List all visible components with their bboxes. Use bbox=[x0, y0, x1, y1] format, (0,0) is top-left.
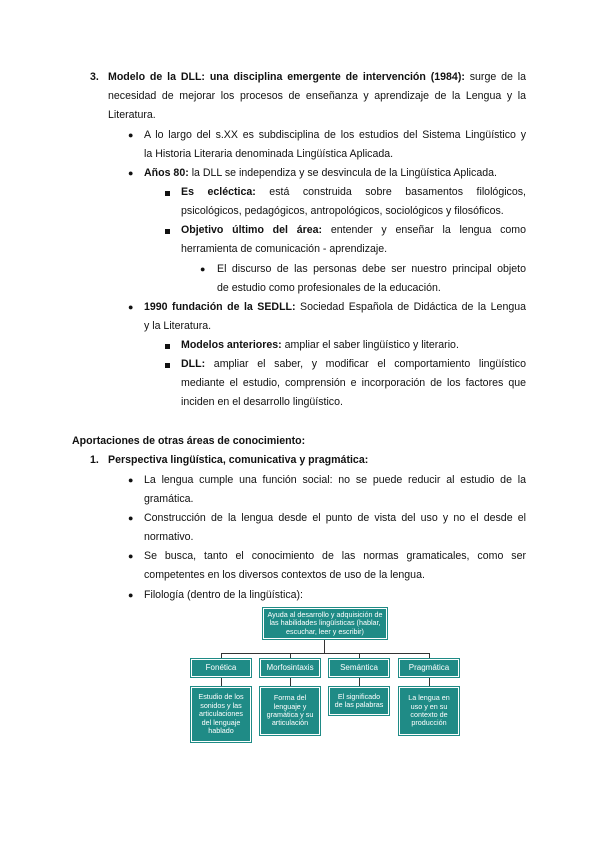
item-text: Sociedad Española de Didáctica de la Lengua bbox=[295, 301, 527, 313]
diagram-branch-semantica: Semántica bbox=[329, 659, 389, 677]
bullet-icon: ● bbox=[128, 130, 134, 140]
list-item: inciden en el desarrollo lingüístico. bbox=[181, 396, 343, 408]
list-item bbox=[181, 355, 526, 374]
bullet-icon: ● bbox=[200, 264, 206, 274]
list-item: gramática. bbox=[144, 493, 194, 505]
bold-term: Años 80: bbox=[144, 167, 189, 179]
item-text: entender y enseñar la lengua como bbox=[322, 224, 526, 236]
diagram-desc-semantica: El significado de las palabras bbox=[329, 687, 389, 715]
list-item: herramienta de comunicación - aprendizaje. bbox=[181, 243, 388, 255]
list-item bbox=[144, 298, 526, 317]
square-bullet-icon bbox=[165, 344, 170, 349]
bold-term: Es ecléctica: bbox=[181, 186, 256, 198]
diagram-branch-fonetica: Fonética bbox=[191, 659, 251, 677]
diagram-desc-pragmatica: La lengua en uso y en su contexto de producción bbox=[399, 687, 459, 735]
section3-title: Modelo de la DLL: una disciplina emergente de intervención (1984): bbox=[108, 71, 465, 83]
bullet-icon: ● bbox=[128, 302, 134, 312]
square-bullet-icon bbox=[165, 229, 170, 234]
list-item bbox=[181, 336, 459, 355]
bullet-icon: ● bbox=[128, 513, 134, 523]
connector-line bbox=[359, 677, 360, 687]
subsection-title: Perspectiva lingüística, comunicativa y pragmática: bbox=[108, 454, 369, 466]
bullet-icon: ● bbox=[128, 590, 134, 600]
item-text: la DLL se independiza y se desvincula de la Lingüística Aplicada. bbox=[188, 167, 497, 179]
list-number: 1. bbox=[90, 454, 99, 466]
paragraph-line: necesidad de mejorar los procesos de enseñanza y aprendizaje de la Lengua y la bbox=[108, 90, 526, 102]
list-item bbox=[181, 221, 526, 240]
list-item: mediante el estudio, comprensión e incorporación de los factores que bbox=[181, 377, 526, 389]
connector-line bbox=[290, 677, 291, 687]
item-text: ampliar el saber, y modificar el comportamiento lingüístico bbox=[205, 358, 526, 370]
list-item: A lo largo del s.XX es subdisciplina de los estudios del Sistema Lingüístico y bbox=[144, 129, 526, 141]
paragraph-line: Literatura. bbox=[108, 109, 156, 121]
diagram-root-box: Ayuda al desarrollo y adquisición de las habilidades lingüísticas (hablar, escuchar, leer y escribir) bbox=[263, 608, 387, 639]
bold-term: 1990 fundación de la SEDLL: bbox=[144, 301, 296, 313]
list-number: 3. bbox=[90, 71, 99, 83]
list-item: normativo. bbox=[144, 531, 194, 543]
list-item: El discurso de las personas debe ser nuestro principal objeto bbox=[217, 263, 526, 275]
bold-term: DLL: bbox=[181, 358, 206, 370]
diagram-desc-morfosintaxis: Forma del lenguaje y gramática y su articulación bbox=[260, 687, 320, 735]
list-item: Se busca, tanto el conocimiento de las normas gramaticales, como ser bbox=[144, 550, 526, 562]
list-item: la Historia Literaria denominada Lingüística Aplicada. bbox=[144, 148, 394, 160]
list-item bbox=[181, 183, 526, 202]
connector-line bbox=[221, 677, 222, 687]
diagram-desc-fonetica: Estudio de los sonidos y las articulaciones del lenguaje hablado bbox=[191, 687, 251, 742]
bold-term: Objetivo último del área: bbox=[181, 224, 323, 236]
list-item: Construcción de la lengua desde el punto de vista del uso y no el desde el bbox=[144, 512, 526, 524]
square-bullet-icon bbox=[165, 363, 170, 368]
list-item: y la Literatura. bbox=[144, 320, 212, 332]
connector-line bbox=[429, 677, 430, 687]
diagram-branch-morfosintaxis: Morfosintaxis bbox=[260, 659, 320, 677]
section3-line1 bbox=[108, 68, 526, 87]
connector-line bbox=[324, 639, 325, 654]
list-item: psicológicos, pedagógicos, antropológicos, sociológicos y filosóficos. bbox=[181, 205, 504, 217]
section3-line1-rest: surge de la bbox=[464, 71, 526, 83]
square-bullet-icon bbox=[165, 191, 170, 196]
section-heading: Aportaciones de otras áreas de conocimiento: bbox=[72, 435, 306, 447]
connector-line bbox=[221, 653, 429, 654]
bold-term: Modelos anteriores: bbox=[181, 339, 282, 351]
list-item: competentes en los diversos contextos de uso de la lengua. bbox=[144, 569, 425, 581]
filologia-diagram bbox=[189, 607, 461, 745]
bullet-icon: ● bbox=[128, 551, 134, 561]
item-text: está construida sobre basamentos filológicos, bbox=[255, 186, 526, 198]
item-text: ampliar el saber lingüístico y literario. bbox=[281, 339, 459, 351]
list-item: La lengua cumple una función social: no se puede reducir al estudio de la bbox=[144, 474, 526, 486]
bullet-icon: ● bbox=[128, 475, 134, 485]
list-item: de estudio como profesionales de la educación. bbox=[217, 282, 441, 294]
list-item: Filología (dentro de la lingüística): bbox=[144, 589, 303, 601]
diagram-branch-pragmatica: Pragmática bbox=[399, 659, 459, 677]
list-item bbox=[144, 164, 497, 183]
bullet-icon: ● bbox=[128, 168, 134, 178]
